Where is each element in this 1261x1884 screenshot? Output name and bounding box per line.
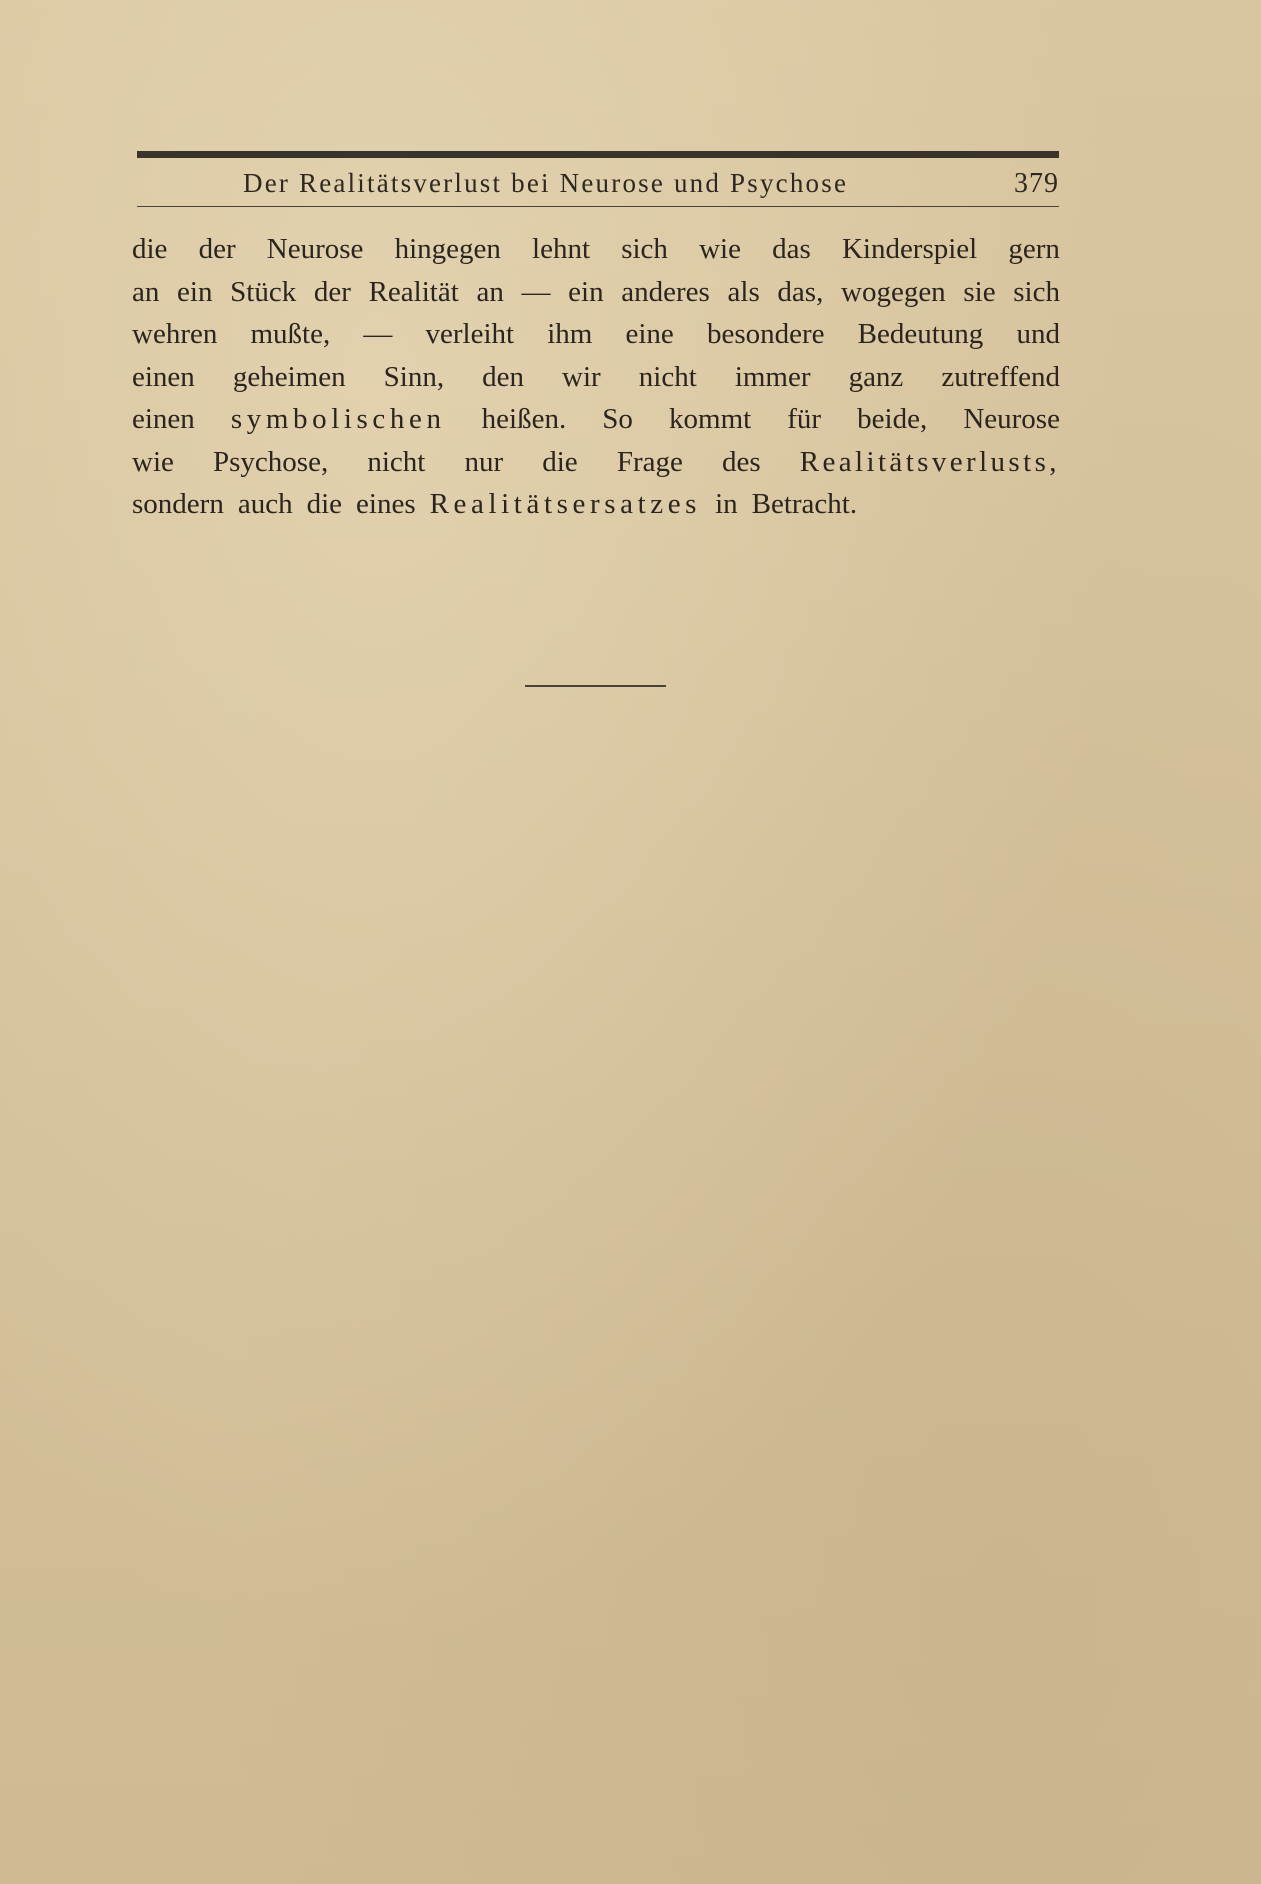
word: einen (132, 360, 195, 393)
word: und (1016, 318, 1060, 350)
word: wie (699, 233, 741, 265)
word: Psychose, (213, 445, 329, 478)
text-line (132, 228, 1060, 271)
word: gern (1008, 233, 1060, 265)
word: anderes (621, 275, 710, 308)
running-title: Der Realitätsverlust bei Neurose und Psychose (243, 168, 849, 198)
word: auch (237, 488, 293, 520)
word: ganz (848, 360, 904, 393)
word: Frage (616, 445, 683, 478)
text-line (132, 313, 1060, 356)
emphasized-word: Realitätsverlusts, (799, 445, 1060, 478)
word: einen (132, 403, 195, 435)
text-line (132, 398, 1060, 441)
word: hingegen (394, 233, 501, 265)
emphasized-word: symbolischen (230, 403, 446, 435)
word: die (306, 488, 343, 520)
word: an (476, 275, 504, 308)
word: verleiht (425, 318, 515, 350)
text-line (132, 483, 1060, 526)
word: sich (621, 233, 668, 265)
word: als (727, 275, 760, 308)
word: den (482, 360, 524, 393)
word: das (772, 233, 811, 265)
text-line (132, 356, 1060, 399)
word: der (198, 233, 236, 265)
word: in (715, 488, 738, 520)
word: ihm (547, 318, 593, 350)
word: kommt (669, 403, 752, 435)
page-header (137, 166, 1059, 207)
page-number: 379 (1014, 168, 1059, 199)
word: die (132, 233, 168, 265)
word: Stück (230, 275, 297, 308)
word: wogegen (841, 275, 946, 308)
word: nicht (638, 360, 697, 393)
word: heißen. (481, 403, 567, 435)
word: besondere (706, 318, 825, 350)
word: lehnt (532, 233, 591, 265)
word: eine (625, 318, 674, 350)
word: wir (562, 360, 601, 393)
word: immer (734, 360, 811, 393)
word: — (521, 275, 551, 308)
word: wehren (132, 318, 218, 350)
word: sich (1013, 275, 1060, 308)
word: beide, (857, 403, 928, 435)
word: — (363, 318, 393, 350)
word: sie (963, 275, 996, 308)
text-line (132, 441, 1060, 484)
word: Betracht. (751, 488, 858, 520)
word: der (313, 275, 351, 308)
word: für (787, 403, 822, 435)
word: eines (356, 488, 416, 520)
text-line (132, 271, 1060, 314)
word: sondern (132, 488, 224, 520)
emphasized-word: Realitätsersatzes (429, 488, 702, 520)
word: an (132, 275, 160, 308)
word: So (602, 403, 633, 435)
body-paragraph (132, 228, 1060, 526)
word: geheimen (232, 360, 346, 393)
word: die (542, 445, 578, 478)
word: Sinn, (383, 360, 445, 393)
word: das, (777, 275, 824, 308)
section-end-rule (525, 685, 666, 687)
word: mußte, (250, 318, 331, 350)
word: Bedeutung (857, 318, 984, 350)
word: Realität (368, 275, 459, 308)
word: Kinderspiel (841, 233, 978, 265)
word: zutreffend (941, 360, 1060, 393)
header-rule (137, 151, 1059, 158)
word: ein (177, 275, 213, 308)
word: Neurose (963, 403, 1060, 435)
word: des (721, 445, 761, 478)
word: nur (464, 445, 504, 478)
word: wie (132, 445, 174, 478)
word: ein (568, 275, 604, 308)
word: nicht (367, 445, 426, 478)
word: Neurose (266, 233, 364, 265)
